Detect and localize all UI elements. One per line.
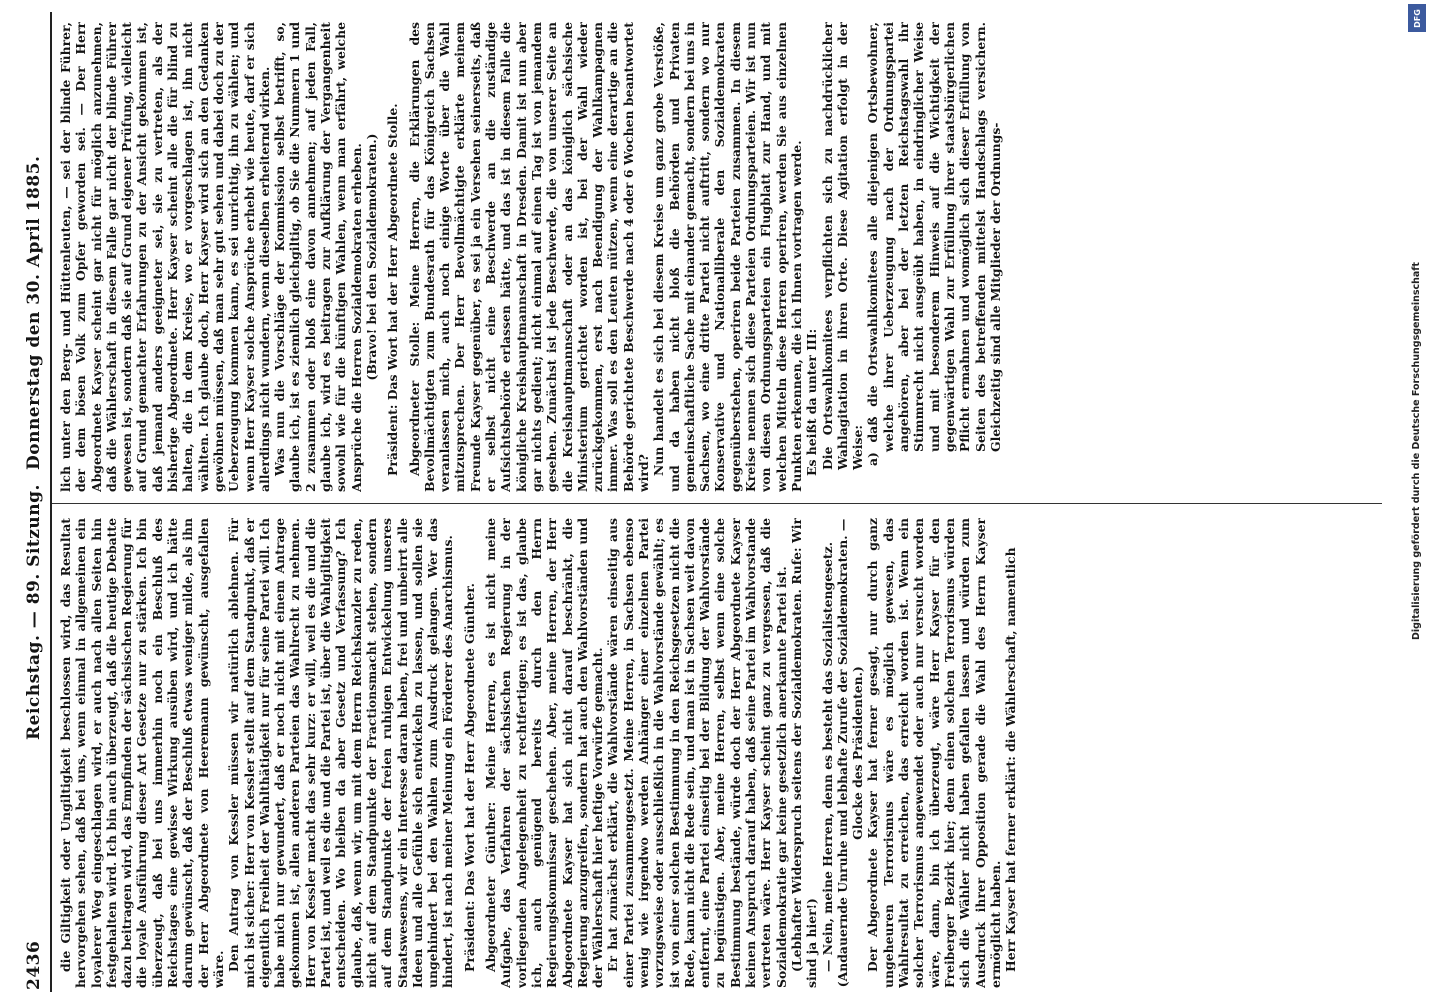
speaker-paragraph: Präsident: Das Wort hat der Herr Abgeordnete Stolle. bbox=[385, 103, 401, 476]
quoted-paragraph: Die Ortswahlkomitees verpflichten sich zu nachdrücklicher Wahlagitation in ihren Orte. Diese Agitation erfolgt in der Weise: bbox=[819, 22, 866, 470]
paragraph: — Nein, meine Herren, denn es besteht das Sozialistengesetz. bbox=[819, 541, 835, 972]
left-column bbox=[58, 518, 1378, 988]
dfg-logo bbox=[1408, 4, 1426, 32]
paragraph: Was nun die Vorschläge der Kommission selbst betrifft, so, glaube ich, ist es ziemlich gleichgiltig, ob Sie die Nummern 1 und 2 zusammen oder bloß eine davon annehmen; auf jeden Fall, glaube ich, wird es beitragen zur Aufklärung der Vergangenheit sowohl wie für die künftigen Wahlen, wenn man erfährt, welche Ansprüche die Herren Sozialdemokraten erheben. bbox=[272, 22, 364, 492]
paragraph: Den Antrag von Kessler müssen wir natürlich ablehnen. Für mich ist sicher: Herr von Kessler stellt auf dem Standpunkt, daß er eigentlich Freiheit der Wahlthätigkeit nur für seine Partei will. Ich habe mich nur gewundert, daß er noch nicht mit einem Antrage gekommen ist, allen anderen Parteien das Wahlrecht zu nehmen. Herr von Kessler macht das sehr kurz: er will, weil es die und die Partei ist, und weil es die und die Partei ist, über die Wahlgiltigkeit entscheiden. Wo bleiben da aber Gesetz und Verfassung? Ich glaube, daß, wenn wir, um mit dem Herrn Reichskanzler zu reden, nicht auf dem Standpunkte der Fractionsmacht stehen, sondern auf dem Standpunkte der freien ruhigen Entwickelung unseres Staatswesens, wir ein Interesse daran haben, frei und unbeirrt alle Ideen und alle Gefühle sich entwickeln zu lassen, und sollen sie ungehindert bei den Wahlen zum Ausdruck gelangen. Wer das hindert, ist nach meiner Meinung ein Förderer des Anarchismus. bbox=[226, 518, 456, 988]
paragraph: Herr Kayser hat ferner erklärt: die Wählerschaft, namentlich bbox=[1003, 547, 1019, 972]
paragraph: lich unter den Berg- und Hüttenleuten, — sei der blinde Führer, der dem bösen Volk zum Opfer geworden sei. — Der Herr Abgeordnete Kayser scheint gar nicht für möglich anzunehmen, daß die Wählerschaft in diesem Falle gar nicht der blinde Führer gewesen ist, sondern daß sie auf Grund eigener Prüfung, vielleicht auf Grund gemachter Erfahrungen zu der Ansicht gekommen ist, daß jemand anders geeigneter sei, sie zu vertreten, als der bisherige Abgeordnete. Herr Kayser scheint alle die für blind zu halten, die in dem Kreise, wo er vorgeschlagen ist, ihn nicht wählten. Ich glaube doch, Herr Kayser wird sich an den Gedanken gewöhnen müssen, daß man sehr gut sehen und dabei doch zu der Ueberzeugung kommen kann, es sei unrichtig, ihn zu wählen; und wenn Herr Kayser solche Ansprüche erhebt wie heute, darf er sich allerdings nicht wundern, wenn dieselben erheiternd wirken. bbox=[58, 22, 272, 492]
interjection: (Lebhafter Widerspruch seitens der Sozialdemokraten. Rufe: Wir sind ja hier!) bbox=[788, 518, 820, 988]
paragraph: Es heißt da unter III: bbox=[804, 328, 820, 476]
interjection: (Andauernde Unruhe und lebhafte Zurufe der Sozialdemokraten. — Glocke des Präsidenten.) bbox=[834, 518, 866, 988]
quoted-list-item: a) daß die Ortswahlkomitees alle diejenigen Ortsbewohner, welche ihrer Ueberzeugung nach der Ordnungspartei angehören, aber bei der letzten Reichstagswahl ihr Stimmrecht nicht ausgeübt haben, in eindringlicher Weise und mit besonderem Hinweis auf die Wichtigkeit der gegenwärtigen Wahl zur Erfüllung ihrer staatsbürgerlichen Pflicht ermahnen und womöglich sich dieser Erfüllung von Seiten des betreffenden mittelst Handschlags versichern. Gleichzeitig sind alle Mitglieder der Ordnungs- bbox=[865, 22, 1003, 466]
page-number: 2436 bbox=[24, 940, 44, 990]
header-right-title: Donnerstag den 30. April 1885. bbox=[24, 155, 44, 470]
speaker-paragraph: Abgeordneter Stolle: Meine Herren, die Erklärungen des Bevollmächtigten zum Bundesrath für das Königreich Sachsen veranlassen mich, auch noch einige Worte über die Wahl mitzusprechen. Der Herr Bevollmächtigte erklärte meinem Freunde Kayser gegenüber, es sei ja ein Versehen seinerseits, daß er selbst nicht eine Beschwerde an die zuständige Aufsichtsbehörde erlassen hätte, und das ist in diesem Falle die königliche Kreishauptmannschaft in Dresden. Damit ist nun aber gar nichts gedient; nicht einmal auf einen Tag ist von jemandem gesehen. Zunächst ist jede Beschwerde, die von unserer Seite an die Kreishauptmannschaft oder an das königlich sächsische Ministerium gerichtet worden ist, bei der Wahl wieder zurückgekommen, erst nach Beendigung der Wahlkampagnen immer. Was soll es den Leuten nützen, wenn eine derartige an die Behörde gerichtete Beschwerde nach 4 oder 6 Wochen beantwortet wird? bbox=[406, 22, 651, 492]
paragraph: Der Abgeordnete Kayser hat ferner gesagt, nur durch ganz ungeheuren Terrorismus wäre es möglich gewesen, das Wahlresultat zu erreichen, das erreicht worden ist. Wenn ein solcher Terrorismus angewendet oder auch nur versucht worden wäre, dann, bin ich überzeugt, wäre Herr Kayser für den Freiberger Bezirk hier; denn einen solchen Terrorismus würden sich die Wähler nicht haben gefallen lassen und würden zum Ausdruck ihrer Opposition gerade die Wahl des Herrn Kayser ermöglicht haben. bbox=[865, 518, 1003, 988]
paragraph: Nun handelt es sich bei diesem Kreise um ganz grobe Verstöße, und da haben nicht bloß die Behörden und Privaten gemeinschaftliche Sache mit einander gemacht, sondern bei uns in Sachsen, wo eine dritte Partei nicht auftritt, sondern wo nur Konservative und Nationalliberale den Sozialdemokraten gegenüberstehen, operiren beide Parteien zusammen. In diesem Kreise nennen sich diese Parteien Ordnungsparteien. Wir ist nun von diesen Ordnungsparteien ein Flugblatt zur Hand, und mit welchen Mitteln diese Herren operiren, werden Sie aus einzelnen Punkten erkennen, die ich Ihnen vortragen werde. bbox=[651, 22, 804, 492]
interjection: (Bravo! bei den Sozialdemokraten.) bbox=[363, 133, 379, 381]
header-left-title: Reichstag. — 89. Sitzung. bbox=[24, 484, 44, 740]
paragraph: Er hat zunächst erklärt, die Wahlvorstände wären einseitig aus einer Partei zusammengesetzt. Meine Herren, in Sachsen ebenso wenig wie irgendwo werden Anhänger einer einzelnen Partei vorzugsweise oder ausschließlich in die Wahlvorstände gewählt; es ist von einer solchen Bestimmung in den Reichsgesetzen nicht die Rede, kann nicht die Rede sein, und man ist in Sachsen weit davon entfernt, eine Partei einseitig bei der Bildung der Wahlvorstände zu begünstigen. Aber, meine Herren, selbst wenn eine solche Bestimmung bestände, würde doch der Herr Abgeordnete Kayser keinen Anspruch darauf haben, daß seine Partei im Wahlvorstande vertreten wäre. Herr Kayser scheint ganz zu vergessen, daß die Sozialdemokratie gar keine gesetzlich anerkannte Partei ist. bbox=[605, 518, 789, 988]
speaker-paragraph: Abgeordneter Günther: Meine Herren, es ist nicht meine Aufgabe, das Verfahren der sächsischen Regierung in der vorliegenden Angelegenheit zu rechtfertigen; es ist das, glaube ich, auch genügend bereits durch den Herrn Regierungskommissar geschehen. Aber, meine Herren, der Herr Abgeordnete Kayser hat sich nicht darauf beschränkt, die Regierung anzugreifen, sondern hat auch den Wahlvorständen und der Wählerschaft hier heftige Vorwürfe gemacht. bbox=[483, 518, 606, 988]
header-rule bbox=[50, 12, 52, 992]
column-divider bbox=[52, 503, 1382, 504]
page-header bbox=[24, 15, 50, 990]
paragraph: die Giltigkeit oder Ungiltigkeit beschlossen wird, das Resultat hervorgehen sehen, daß bei uns, wenn einmal in allgemeinen ein loyalerer Weg eingeschlagen wird, er auch nach allen Seiten hin festgehalten wird. Ich bin auch überzeugt, daß die heutige Debatte dazu beitragen wird, das Empfinden der sächsischen Regierung für die loyale Ausführung dieser Art Gesetze nur zu stärken. Ich bin überzeugt, daß bei uns immerhin noch ein Beschluß des Reichstages eine gewisse Wirkung ausüben wird, und ich hätte darum gewünscht, daß der Beschluß etwas weniger milde, als ihn der Herr Abgeordnete von Heeremann gewünscht, ausgefallen wäre. bbox=[58, 518, 226, 988]
right-column bbox=[58, 22, 1378, 492]
speaker-paragraph: Präsident: Das Wort hat der Herr Abgeordnete Günther. bbox=[461, 583, 477, 972]
dfg-logo-text: DFG bbox=[1412, 8, 1422, 28]
digitization-sidebar bbox=[1404, 0, 1432, 1000]
digitization-credit: Digitalisierung gefördert durch die Deutsche Forschungsgemeinschaft bbox=[1411, 262, 1422, 640]
